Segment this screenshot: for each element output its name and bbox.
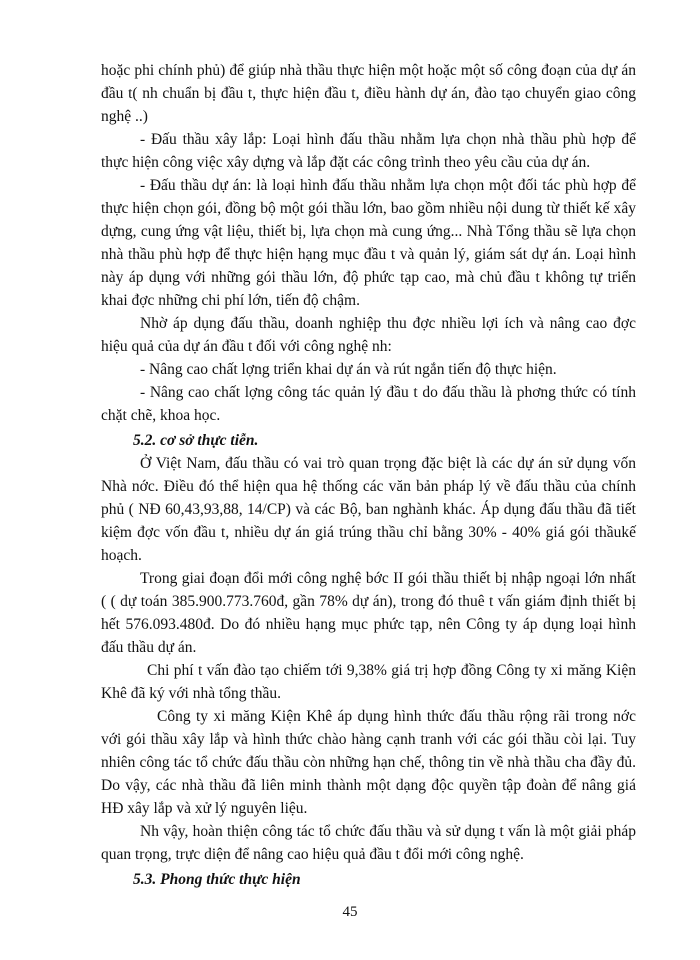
paragraph-company-bidding: Công ty xi măng Kiện Khê áp dụng hình thức đấu thầu rộng rãi trong nớc với gói thầu xây lắp và hình thức chào hàng cạnh tranh với các gói thầu còi lại. Tuy nhiên công tác tổ chức đấu thầu còn những hạn chế, thông tin về nhà thầu cha đầy đủ. Do vậy, các nhà thầu đã liên minh thành một dạng độc quyền tập đoàn để nâng giá HĐ xây lắp và xử lý nguyên liệu. (101, 708, 636, 817)
text-column (101, 59, 636, 891)
paragraph-consulting-cost: Chi phí t vấn đào tạo chiếm tới 9,38% giá trị hợp đồng Công ty xi măng Kiện Khê đã ký với nhà tổng thầu. (101, 662, 636, 702)
paragraph-vietnam-bidding: Ở Việt Nam, đấu thầu có vai trò quan trọng đặc biệt là các dự án sử dụng vốn Nhà nớc. Điều đó thể hiện qua hệ thống các văn bản pháp lý về đấu thầu của chính phủ ( NĐ 60,43,93,88, 14/CP) và các Bộ, ban nghành khác. Áp dụng đấu thầu đã tiết kiệm đợc vốn đầu t, nhiều dự án giá trúng thầu chỉ bằng 30% - 40% giá gói thầukế hoạch. (101, 455, 636, 564)
bullet-quality-progress: - Nâng cao chất lợng triển khai dự án và rút ngắn tiến độ thực hiện. (140, 361, 557, 378)
paragraph-project-bidding: - Đấu thầu dự án: là loại hình đấu thầu nhằm lựa chọn một đối tác phù hợp để thực hiện chọn gói, đồng bộ một gói thầu lớn, bao gồm nhiều nội dung từ thiết kế xây dựng, cung ứng vật liệu, thiết bị, lựa chọn mà cung ứng... Nhà Tổng thầu sẽ lựa chọn nhà thầu phù hợp để thực hiện hạng mục đầu t và quản lý, giám sát dự án. Loại hình này áp dụng với những gói thầu lớn, độ phức tạp cao, mà chủ đầu t không tự triển khai đợc những chi phí lớn, tiến độ chậm. (101, 177, 636, 309)
paragraph-consulting-continuation: hoặc phi chính phủ) để giúp nhà thầu thực hiện một hoặc một số công đoạn của dự án đầu t( nh chuẩn bị đầu t, thực hiện đầu t, điều hành dự án, đào tạo chuyển giao công nghệ ..) (101, 62, 636, 125)
page-number: 45 (342, 904, 358, 920)
section-heading-5-3: 5.3. Phong thức thực hiện (133, 871, 301, 888)
section-heading-5-2: 5.2. cơ sở thực tiễn. (133, 432, 259, 449)
paragraph-conclusion: Nh vậy, hoàn thiện công tác tổ chức đấu thầu và sử dụng t vấn là một giải pháp quan trọng, trực diện để nâng cao hiệu quả đầu t đổi mới công nghệ. (101, 823, 636, 863)
bullet-investment-management: - Nâng cao chất lợng công tác quản lý đầu t do đấu thầu là phơng thức có tính chặt chẽ, khoa học. (101, 384, 636, 424)
paragraph-construction-bidding: - Đấu thầu xây lắp: Loại hình đấu thầu nhằm lựa chọn nhà thầu phù hợp để thực hiện công việc xây dựng và lắp đặt các công trình theo yêu cầu của dự án. (101, 131, 636, 171)
paragraph-benefits-intro: Nhờ áp dụng đấu thầu, doanh nghiệp thu đợc nhiều lợi ích và nâng cao đợc hiệu quả của dự án đầu t đối với công nghệ nh: (101, 315, 636, 355)
paragraph-phase-two: Trong giai đoạn đổi mới công nghệ bớc II gói thầu thiết bị nhập ngoại lớn nhất ( ( dự toán 385.900.773.760đ, gần 78% dự án), trong đó thuê t vấn giám định thiết bị hết 576.093.480đ. Do đó nhiều hạng mục phức tạp, nên Công ty áp dụng loại hình đấu thầu dự án. (101, 570, 636, 656)
